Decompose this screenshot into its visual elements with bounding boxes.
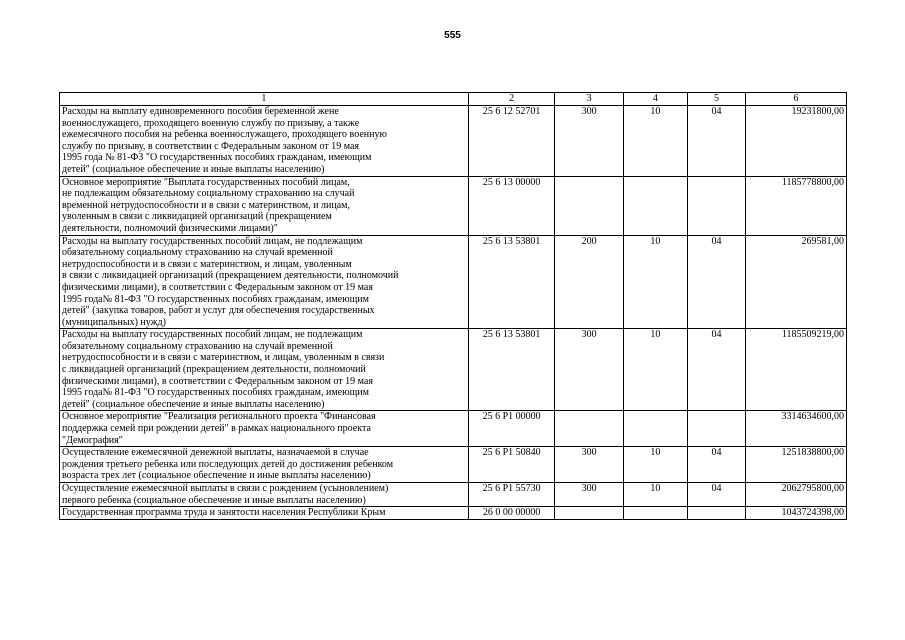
- description-line: физическими лицами), в соответствии с Федеральным законом от 19 мая: [62, 375, 373, 387]
- row-section: [623, 411, 687, 447]
- row-description: [60, 329, 469, 411]
- row-subsection: [687, 411, 745, 447]
- target-code-text: 25 6 13 53801: [482, 235, 541, 247]
- row-amount: 269581,00: [746, 235, 847, 329]
- header-col-1: 1: [60, 93, 469, 106]
- row-subsection: 04: [687, 329, 745, 411]
- table-row: [60, 507, 847, 520]
- row-expense-type: 300: [555, 483, 623, 507]
- description-line: первого ребенка (социальное обеспечение и иные выплаты населению): [62, 494, 366, 506]
- row-section: 10: [623, 483, 687, 507]
- row-section: [623, 176, 687, 235]
- row-amount: 1185778800,00: [746, 176, 847, 235]
- row-expense-type: 300: [555, 447, 623, 483]
- header-col-6: 6: [746, 93, 847, 106]
- header-col-2: 2: [468, 93, 555, 106]
- budget-table: [59, 92, 847, 520]
- header-col-5: 5: [687, 93, 745, 106]
- description-line: (муниципальных) нужд): [62, 316, 166, 328]
- row-section: [623, 507, 687, 520]
- target-code-text: 25 6 P1 50840: [482, 447, 541, 459]
- description-line: Основное мероприятие "Реализация регионального проекта "Финансовая: [62, 411, 376, 423]
- description-line: военнослужащего, проходящего военную службу по призыву, а также: [62, 117, 360, 129]
- row-description: [60, 411, 469, 447]
- description-line: Расходы на выплату государственных пособий лицам, не подлежащим: [62, 235, 363, 247]
- row-description: [60, 507, 469, 520]
- row-section: 10: [623, 106, 687, 177]
- row-target-code: [468, 106, 555, 177]
- row-description: [60, 235, 469, 329]
- description-line: детей" (социальное обеспечение и иные выплаты населению): [62, 163, 325, 175]
- row-expense-type: 300: [555, 106, 623, 177]
- description-line: нетрудоспособности и в связи с материнством, и лицам, уволенным: [62, 258, 352, 270]
- row-target-code: [468, 483, 555, 507]
- table-row: [60, 176, 847, 235]
- row-expense-type: [555, 411, 623, 447]
- row-target-code: [468, 235, 555, 329]
- description-line: поддержка семей при рождении детей" в рамках национального проекта: [62, 423, 371, 435]
- description-line: 1995 года № 81-ФЗ "О государственных пособиях гражданам, имеющим: [62, 152, 372, 164]
- row-description: [60, 483, 469, 507]
- row-amount: 2062795800,00: [746, 483, 847, 507]
- row-section: 10: [623, 329, 687, 411]
- row-description: [60, 176, 469, 235]
- row-amount: 1251838800,00: [746, 447, 847, 483]
- row-expense-type: 200: [555, 235, 623, 329]
- row-target-code: [468, 411, 555, 447]
- description-line: нетрудоспособности и в связи с материнством, и лицам, уволенным в связи: [62, 352, 385, 364]
- description-line: с ликвидацией организаций (прекращением деятельности, полномочий: [62, 364, 366, 376]
- description-line: уволенным в связи с ликвидацией организаций (прекращением: [62, 211, 332, 223]
- table-row: [60, 483, 847, 507]
- description-line: не подлежащим обязательному социальному страхованию на случай: [62, 188, 355, 200]
- table-row: [60, 106, 847, 177]
- description-line: обязательному социальному страхованию на случай временной: [62, 340, 333, 352]
- description-line: Основное мероприятие "Выплата государственных пособий лицам,: [62, 176, 350, 188]
- row-subsection: 04: [687, 235, 745, 329]
- description-line: временной нетрудоспособности и в связи с материнством, и лицам,: [62, 199, 350, 211]
- page-number: 555: [444, 30, 461, 41]
- table-row: [60, 329, 847, 411]
- description-line: обязательному социальному страхованию на случай временной: [62, 247, 333, 259]
- description-line: Государственная программа труда и занятости населения Республики Крым: [62, 507, 386, 519]
- target-code-text: 25 6 P1 55730: [482, 483, 541, 494]
- description-line: деятельности, полномочий физическими лицами)": [62, 222, 278, 234]
- target-code-text: 26 0 00 00000: [482, 507, 541, 519]
- description-line: в связи с ликвидацией организаций (прекращением деятельности, полномочий: [62, 270, 399, 282]
- table-row: [60, 411, 847, 447]
- row-expense-type: [555, 176, 623, 235]
- row-expense-type: [555, 507, 623, 520]
- target-code-text: 25 6 13 53801: [482, 329, 541, 341]
- row-section: 10: [623, 447, 687, 483]
- description-line: Осуществление ежемесячной выплаты в связи с рождением (усыновлением): [62, 483, 389, 494]
- row-target-code: [468, 507, 555, 520]
- header-col-4: 4: [623, 93, 687, 106]
- target-code-text: 25 6 P1 00000: [482, 411, 541, 423]
- table-row: [60, 235, 847, 329]
- description-line: Расходы на выплату единовременного пособия беременной жене: [62, 106, 339, 117]
- table-header-row: [60, 93, 847, 106]
- header-col-3: 3: [555, 93, 623, 106]
- description-line: ежемесячного пособия на ребенка военнослужащего, проходящего военную: [62, 129, 387, 141]
- description-line: рождения третьего ребенка или последующих детей до достижения ребенком: [62, 458, 394, 470]
- description-line: детей" (социальное обеспечение и иные выплаты населению): [62, 398, 325, 410]
- row-target-code: [468, 176, 555, 235]
- row-subsection: [687, 507, 745, 520]
- description-line: Расходы на выплату государственных пособий лицам, не подлежащим: [62, 329, 363, 341]
- row-amount: 19231800,00: [746, 106, 847, 177]
- table-body: [60, 106, 847, 520]
- row-target-code: [468, 329, 555, 411]
- row-target-code: [468, 447, 555, 483]
- row-subsection: 04: [687, 483, 745, 507]
- row-amount: 1043724398,00: [746, 507, 847, 520]
- row-description: [60, 447, 469, 483]
- target-code-text: 25 6 13 00000: [482, 176, 541, 188]
- description-line: возраста трех лет (социальное обеспечение и иные выплаты населению): [62, 470, 371, 482]
- description-line: 1995 года№ 81-ФЗ "О государственных пособиях гражданам, имеющим: [62, 387, 369, 399]
- description-line: службу по призыву, в соответствии с Федеральным законом от 19 мая: [62, 140, 360, 152]
- row-expense-type: 300: [555, 329, 623, 411]
- row-subsection: 04: [687, 447, 745, 483]
- description-line: детей" (закупка товаров, работ и услуг для обеспечения государственных: [62, 305, 375, 317]
- row-subsection: [687, 176, 745, 235]
- row-subsection: 04: [687, 106, 745, 177]
- table-row: [60, 447, 847, 483]
- target-code-text: 25 6 12 52701: [482, 106, 541, 117]
- row-amount: 3314634600,00: [746, 411, 847, 447]
- description-line: "Демография": [62, 434, 123, 446]
- row-section: 10: [623, 235, 687, 329]
- row-description: [60, 106, 469, 177]
- description-line: физическими лицами), в соответствии с Федеральным законом от 19 мая: [62, 281, 373, 293]
- description-line: Осуществление ежемесячной денежной выплаты, назначаемой в случае: [62, 447, 369, 459]
- row-amount: 1185509219,00: [746, 329, 847, 411]
- description-line: 1995 года№ 81-ФЗ "О государственных пособиях гражданам, имеющим: [62, 293, 369, 305]
